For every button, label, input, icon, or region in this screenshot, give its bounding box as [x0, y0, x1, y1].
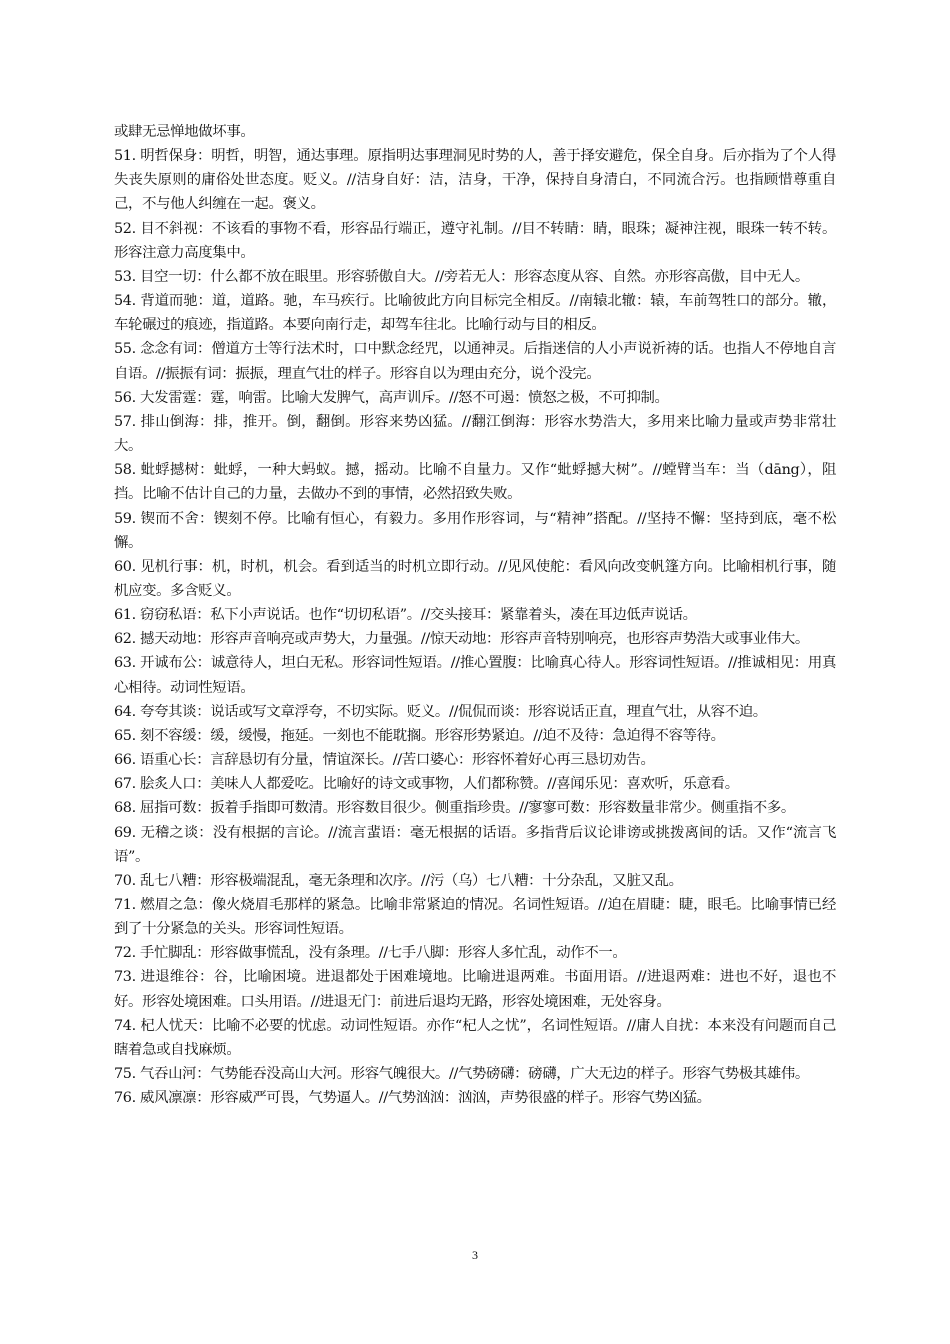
- idiom-entry: 67. 脍炙人口：美味人人都爱吃。比喻好的诗文或事物，人们都称赞。//喜闻乐见：喜欢听，乐意看。: [114, 776, 739, 793]
- idiom-entry: 52. 目不斜视：不该看的事物不看，形容品行端正，遵守礼制。//目不转睛：睛，眼珠；凝神注视，眼珠一转不转。形容注意力高度集中。: [114, 220, 836, 261]
- idiom-entry: 69. 无稽之谈：没有根据的言论。//流言蜚语：毫无根据的话语。多指背后议论诽谤或挑拨离间的话。又作“流言飞语”。: [114, 824, 836, 865]
- idiom-entry: 54. 背道而驰：道，道路。驰，车马疾行。比喻彼此方向目标完全相反。//南辕北辙：辕，车前驾牲口的部分。辙，车轮碾过的痕迹，指道路。本要向南行走，却驾车往北。比喻行动与目的相反。: [114, 293, 836, 334]
- idiom-entry: 55. 念念有词：僧道方士等行法术时，口中默念经咒，以通神灵。后指迷信的人小声说祈祷的话。也指人不停地自言自语。//振振有词：振振，理直气壮的样子。形容自以为理由充分，说个没完。: [114, 341, 836, 382]
- document-body: [114, 120, 836, 1110]
- idiom-entry: 64. 夸夸其谈：说话或写文章浮夸，不切实际。贬义。//侃侃而谈：形容说话正直，理直气壮，从容不迫。: [114, 703, 767, 720]
- idiom-entry: 66. 语重心长：言辞恳切有分量，情谊深长。//苦口婆心：形容怀着好心再三恳切劝告。: [114, 752, 655, 769]
- idiom-entry: 74. 杞人忧天：比喻不必要的忧虑。动词性短语。亦作“杞人之忧”，名词性短语。//庸人自扰：本来没有问题而自己瞎着急或自找麻烦。: [114, 1017, 836, 1058]
- idiom-entry: 71. 燃眉之急：像火烧眉毛那样的紧急。比喻非常紧迫的情况。名词性短语。//迫在眉睫：睫，眼毛。比喻事情已经到了十分紧急的关头。形容词性短语。: [114, 897, 836, 938]
- idiom-entry: 73. 进退维谷：谷，比喻困境。进退都处于困难境地。比喻进退两难。书面用语。//进退两难：进也不好，退也不好。形容处境困难。口头用语。//进退无门：前进后退均无路，形容处境困难，无处容身。: [114, 969, 836, 1010]
- idiom-entry: 62. 撼天动地：形容声音响亮或声势大，力量强。//惊天动地：形容声音特别响亮，也形容声势浩大或事业伟大。: [114, 631, 809, 648]
- continued-paragraph: 或肆无忌惮地做坏事。: [114, 124, 255, 140]
- idiom-entry: 75. 气吞山河：气势能吞没高山大河。形容气魄很大。//气势磅礴：磅礴，广大无边的样子。形容气势极其雄伟。: [114, 1066, 809, 1083]
- idiom-entry: 76. 威风凛凛：形容威严可畏，气势逼人。//气势汹汹：汹汹，声势很盛的样子。形容气势凶猛。: [114, 1090, 711, 1107]
- idiom-entry: 68. 屈指可数：扳着手指即可数清。形容数目很少。侧重指珍贵。//寥寥可数：形容数量非常少。侧重指不多。: [114, 800, 795, 817]
- idiom-entry: 70. 乱七八糟：形容极端混乱，毫无条理和次序。//污（乌）七八糟：十分杂乱，又脏又乱。: [114, 872, 683, 889]
- idiom-entry: 65. 刻不容缓：缓，缓慢，拖延。一刻也不能耽搁。形容形势紧迫。//迫不及待：急迫得不容等待。: [114, 727, 725, 744]
- idiom-entry: 59. 锲而不舍：锲刻不停。比喻有恒心，有毅力。多用作形容词，与“精神”搭配。//坚持不懈：坚持到底，毫不松懈。: [114, 510, 836, 551]
- idiom-entry: 53. 目空一切：什么都不放在眼里。形容骄傲自大。//旁若无人：形容态度从容、自然。亦形容高傲，目中无人。: [114, 268, 809, 285]
- page-number: 3: [472, 1248, 478, 1262]
- idiom-entry: 56. 大发雷霆：霆，响雷。比喻大发脾气，高声训斥。//怒不可遏：愤怒之极，不可抑制。: [114, 389, 669, 406]
- idiom-entry: 58. 蚍蜉撼树：蚍蜉，一种大蚂蚁。撼，摇动。比喻不自量力。又作“蚍蜉撼大树”。//螳臂当车：当（dāng），阻挡。比喻不估计自己的力量，去做办不到的事情，必然招致失败。: [114, 462, 836, 503]
- idiom-entry: 72. 手忙脚乱：形容做事慌乱，没有条理。//七手八脚：形容人多忙乱，动作不一。: [114, 945, 627, 962]
- idiom-entry: 57. 排山倒海：排，推开。倒，翻倒。形容来势凶猛。//翻江倒海：形容水势浩大，多用来比喻力量或声势非常壮大。: [114, 413, 836, 455]
- idiom-entry: 63. 开诚布公：诚意待人，坦白无私。形容词性短语。//推心置腹：比喻真心待人。形容词性短语。//推诚相见：用真心相待。动词性短语。: [114, 655, 836, 696]
- idiom-entry: 51. 明哲保身：明哲，明智，通达事理。原指明达事理洞见时势的人，善于择安避危，保全自身。后亦指为了个人得失丧失原则的庸俗处世态度。贬义。//洁身自好：洁，洁身，干净，保持自身清白，不同流合污。也指顾惜尊重自己，不与他人纠缠在一起。褒义。: [114, 148, 836, 213]
- idiom-entry: 60. 见机行事：机，时机，机会。看到适当的时机立即行动。//见风使舵：看风向改变帆篷方向。比喻相机行事，随机应变。多含贬义。: [114, 558, 836, 599]
- idiom-entry: 61. 窃窃私语：私下小声说话。也作“切切私语”。//交头接耳：紧靠着头，凑在耳边低声说话。: [114, 607, 697, 624]
